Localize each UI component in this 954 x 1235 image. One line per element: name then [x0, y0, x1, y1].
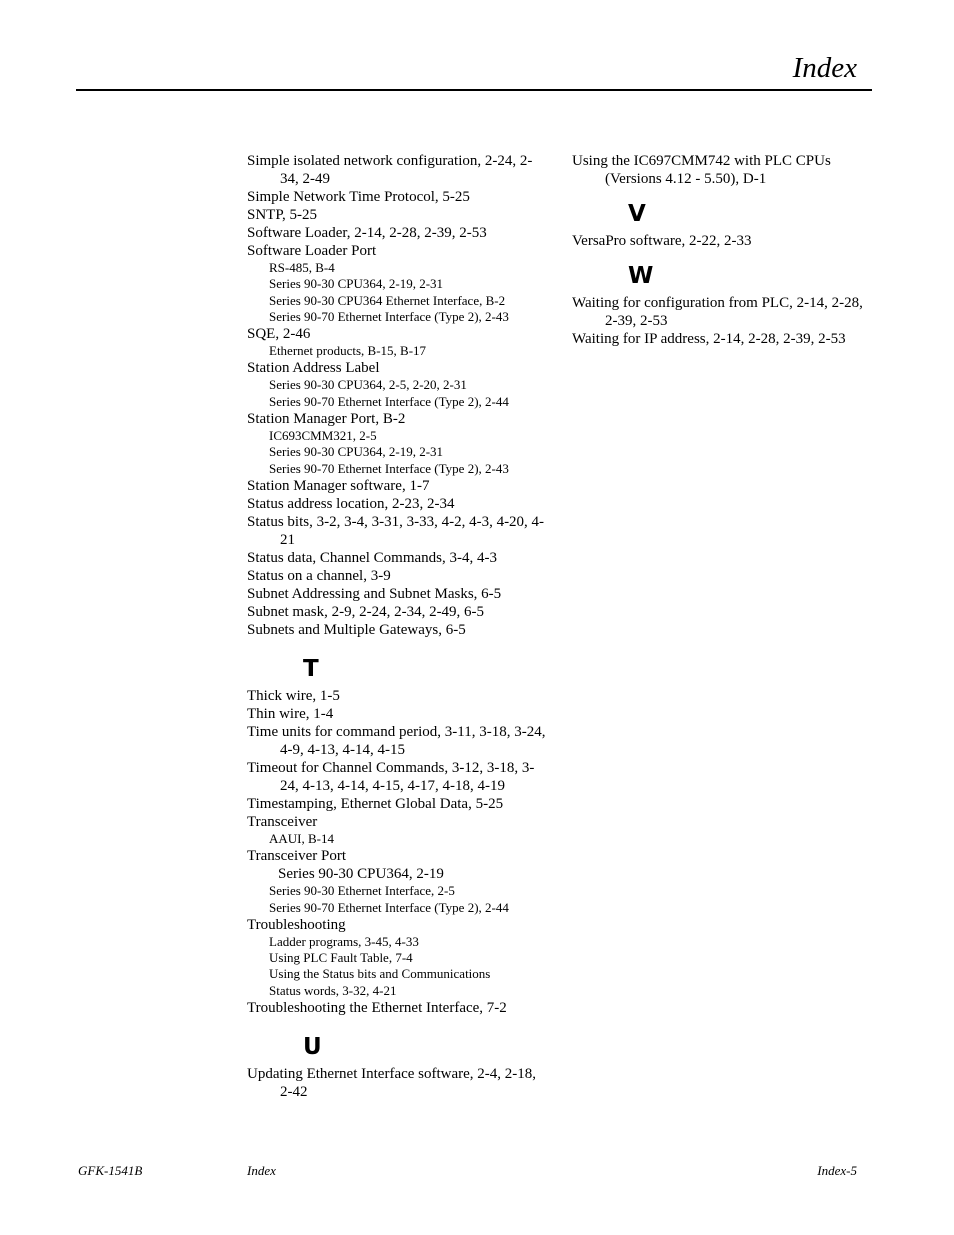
- index-entry: Simple Network Time Protocol, 5-25: [247, 189, 470, 205]
- index-entry: Transceiver: [247, 813, 318, 830]
- index-entry: Troubleshooting the Ethernet Interface, 7-2: [247, 1000, 507, 1017]
- index-entry: Using the IC697CMM742 with PLC CPUs (Versions 4.12 - 5.50), D-1: [572, 153, 831, 187]
- index-column-right: [572, 152, 872, 348]
- footer-section: Index: [247, 1163, 276, 1178]
- index-subentry: Series 90-70 Ethernet Interface (Type 2), 2-43: [269, 308, 509, 324]
- index-subentry: Using PLC Fault Table, 7-4: [269, 950, 413, 966]
- index-entry: Status data, Channel Commands, 3-4, 4-3: [247, 549, 497, 566]
- index-group-u-continued: [572, 152, 872, 188]
- index-entry: Station Address Label: [247, 360, 380, 377]
- index-group-w: [572, 294, 872, 348]
- index-entry: Timestamping, Ethernet Global Data, 5-25: [247, 795, 504, 812]
- index-subentry: Ethernet products, B-15, B-17: [269, 343, 427, 359]
- index-entry: SNTP, 5-25: [247, 207, 318, 223]
- index-subentry: AAUI, B-14: [269, 830, 334, 846]
- index-entry: Updating Ethernet Interface software, 2-4, 2-18, 2-42: [247, 1066, 537, 1101]
- index-entry: Subnets and Multiple Gateways, 6-5: [247, 621, 466, 638]
- index-subentry: Status words, 3-32, 4-21: [269, 982, 397, 998]
- index-entry: Subnet mask, 2-9, 2-24, 2-34, 2-49, 6-5: [247, 603, 485, 620]
- index-letter-t: T: [303, 655, 319, 682]
- index-entry: Thick wire, 1-5: [247, 687, 340, 704]
- index-subentry: Series 90-30 CPU364, 2-19, 2-31: [269, 276, 444, 292]
- index-entry: Thin wire, 1-4: [247, 705, 334, 722]
- index-subentry: Series 90-30 CPU364 Ethernet Interface, B-2: [269, 292, 506, 308]
- index-entry: Station Manager software, 1-7: [247, 477, 430, 494]
- index-subentry: RS-485, B-4: [269, 260, 335, 275]
- index-entry: Waiting for IP address, 2-14, 2-28, 2-39, 2-53: [572, 331, 846, 347]
- index-subentry: Series 90-30 Ethernet Interface, 2-5: [269, 883, 455, 899]
- index-entry: Software Loader Port: [247, 243, 377, 259]
- index-group-s: [247, 152, 547, 639]
- index-group-v: [572, 232, 872, 250]
- index-letter-u: U: [303, 1034, 322, 1061]
- index-subentry: Series 90-30 CPU364, 2-19, 2-31: [269, 444, 444, 460]
- index-entry: Status address location, 2-23, 2-34: [247, 495, 455, 512]
- index-entry: Status on a channel, 3-9: [247, 567, 391, 584]
- index-group-t: [247, 687, 547, 1017]
- index-entry: Simple isolated network configuration, 2-24, 2-34, 2-49: [247, 153, 533, 187]
- index-subentry: Ladder programs, 3-45, 4-33: [269, 933, 419, 949]
- index-entry: SQE, 2-46: [247, 326, 311, 343]
- index-entry: Time units for command period, 3-11, 3-18, 3-24, 4-9, 4-13, 4-14, 4-15: [247, 723, 546, 758]
- index-subentry: Series 90-70 Ethernet Interface (Type 2), 2-43: [269, 460, 509, 476]
- index-subentry: Series 90-70 Ethernet Interface (Type 2), 2-44: [269, 899, 509, 915]
- index-subentry: Series 90-30 CPU364, 2-5, 2-20, 2-31: [269, 377, 467, 393]
- index-entry: Timeout for Channel Commands, 3-12, 3-18, 3-24, 4-13, 4-14, 4-15, 4-17, 4-18, 4-19: [247, 759, 535, 794]
- index-subentry: Series 90-70 Ethernet Interface (Type 2), 2-44: [269, 393, 509, 409]
- index-subentry: Series 90-30 CPU364, 2-19: [278, 866, 444, 883]
- page-header-title: Index: [792, 52, 857, 84]
- index-column-left: [247, 152, 547, 1101]
- index-entry: Station Manager Port, B-2: [247, 411, 406, 428]
- index-entry: Subnet Addressing and Subnet Masks, 6-5: [247, 585, 502, 602]
- index-subentry: IC693CMM321, 2-5: [269, 428, 377, 444]
- index-letter-v: V: [628, 201, 646, 227]
- footer-doc-number: GFK-1541B: [78, 1163, 143, 1178]
- header-rule: [76, 89, 872, 91]
- index-entry: Software Loader, 2-14, 2-28, 2-39, 2-53: [247, 225, 487, 241]
- index-letter-w: W: [628, 263, 654, 289]
- index-group-u: [247, 1065, 547, 1101]
- index-entry: Waiting for configuration from PLC, 2-14, 2-28, 2-39, 2-53: [572, 295, 863, 329]
- index-subentry: Using the Status bits and Communications: [269, 966, 491, 982]
- index-entry: VersaPro software, 2-22, 2-33: [572, 233, 752, 249]
- index-entry: Status bits, 3-2, 3-4, 3-31, 3-33, 4-2, 4-3, 4-20, 4-21: [247, 513, 545, 548]
- footer-page-number: Index-5: [817, 1163, 857, 1178]
- index-entry: Transceiver Port: [247, 848, 347, 865]
- index-entry: Troubleshooting: [247, 916, 346, 933]
